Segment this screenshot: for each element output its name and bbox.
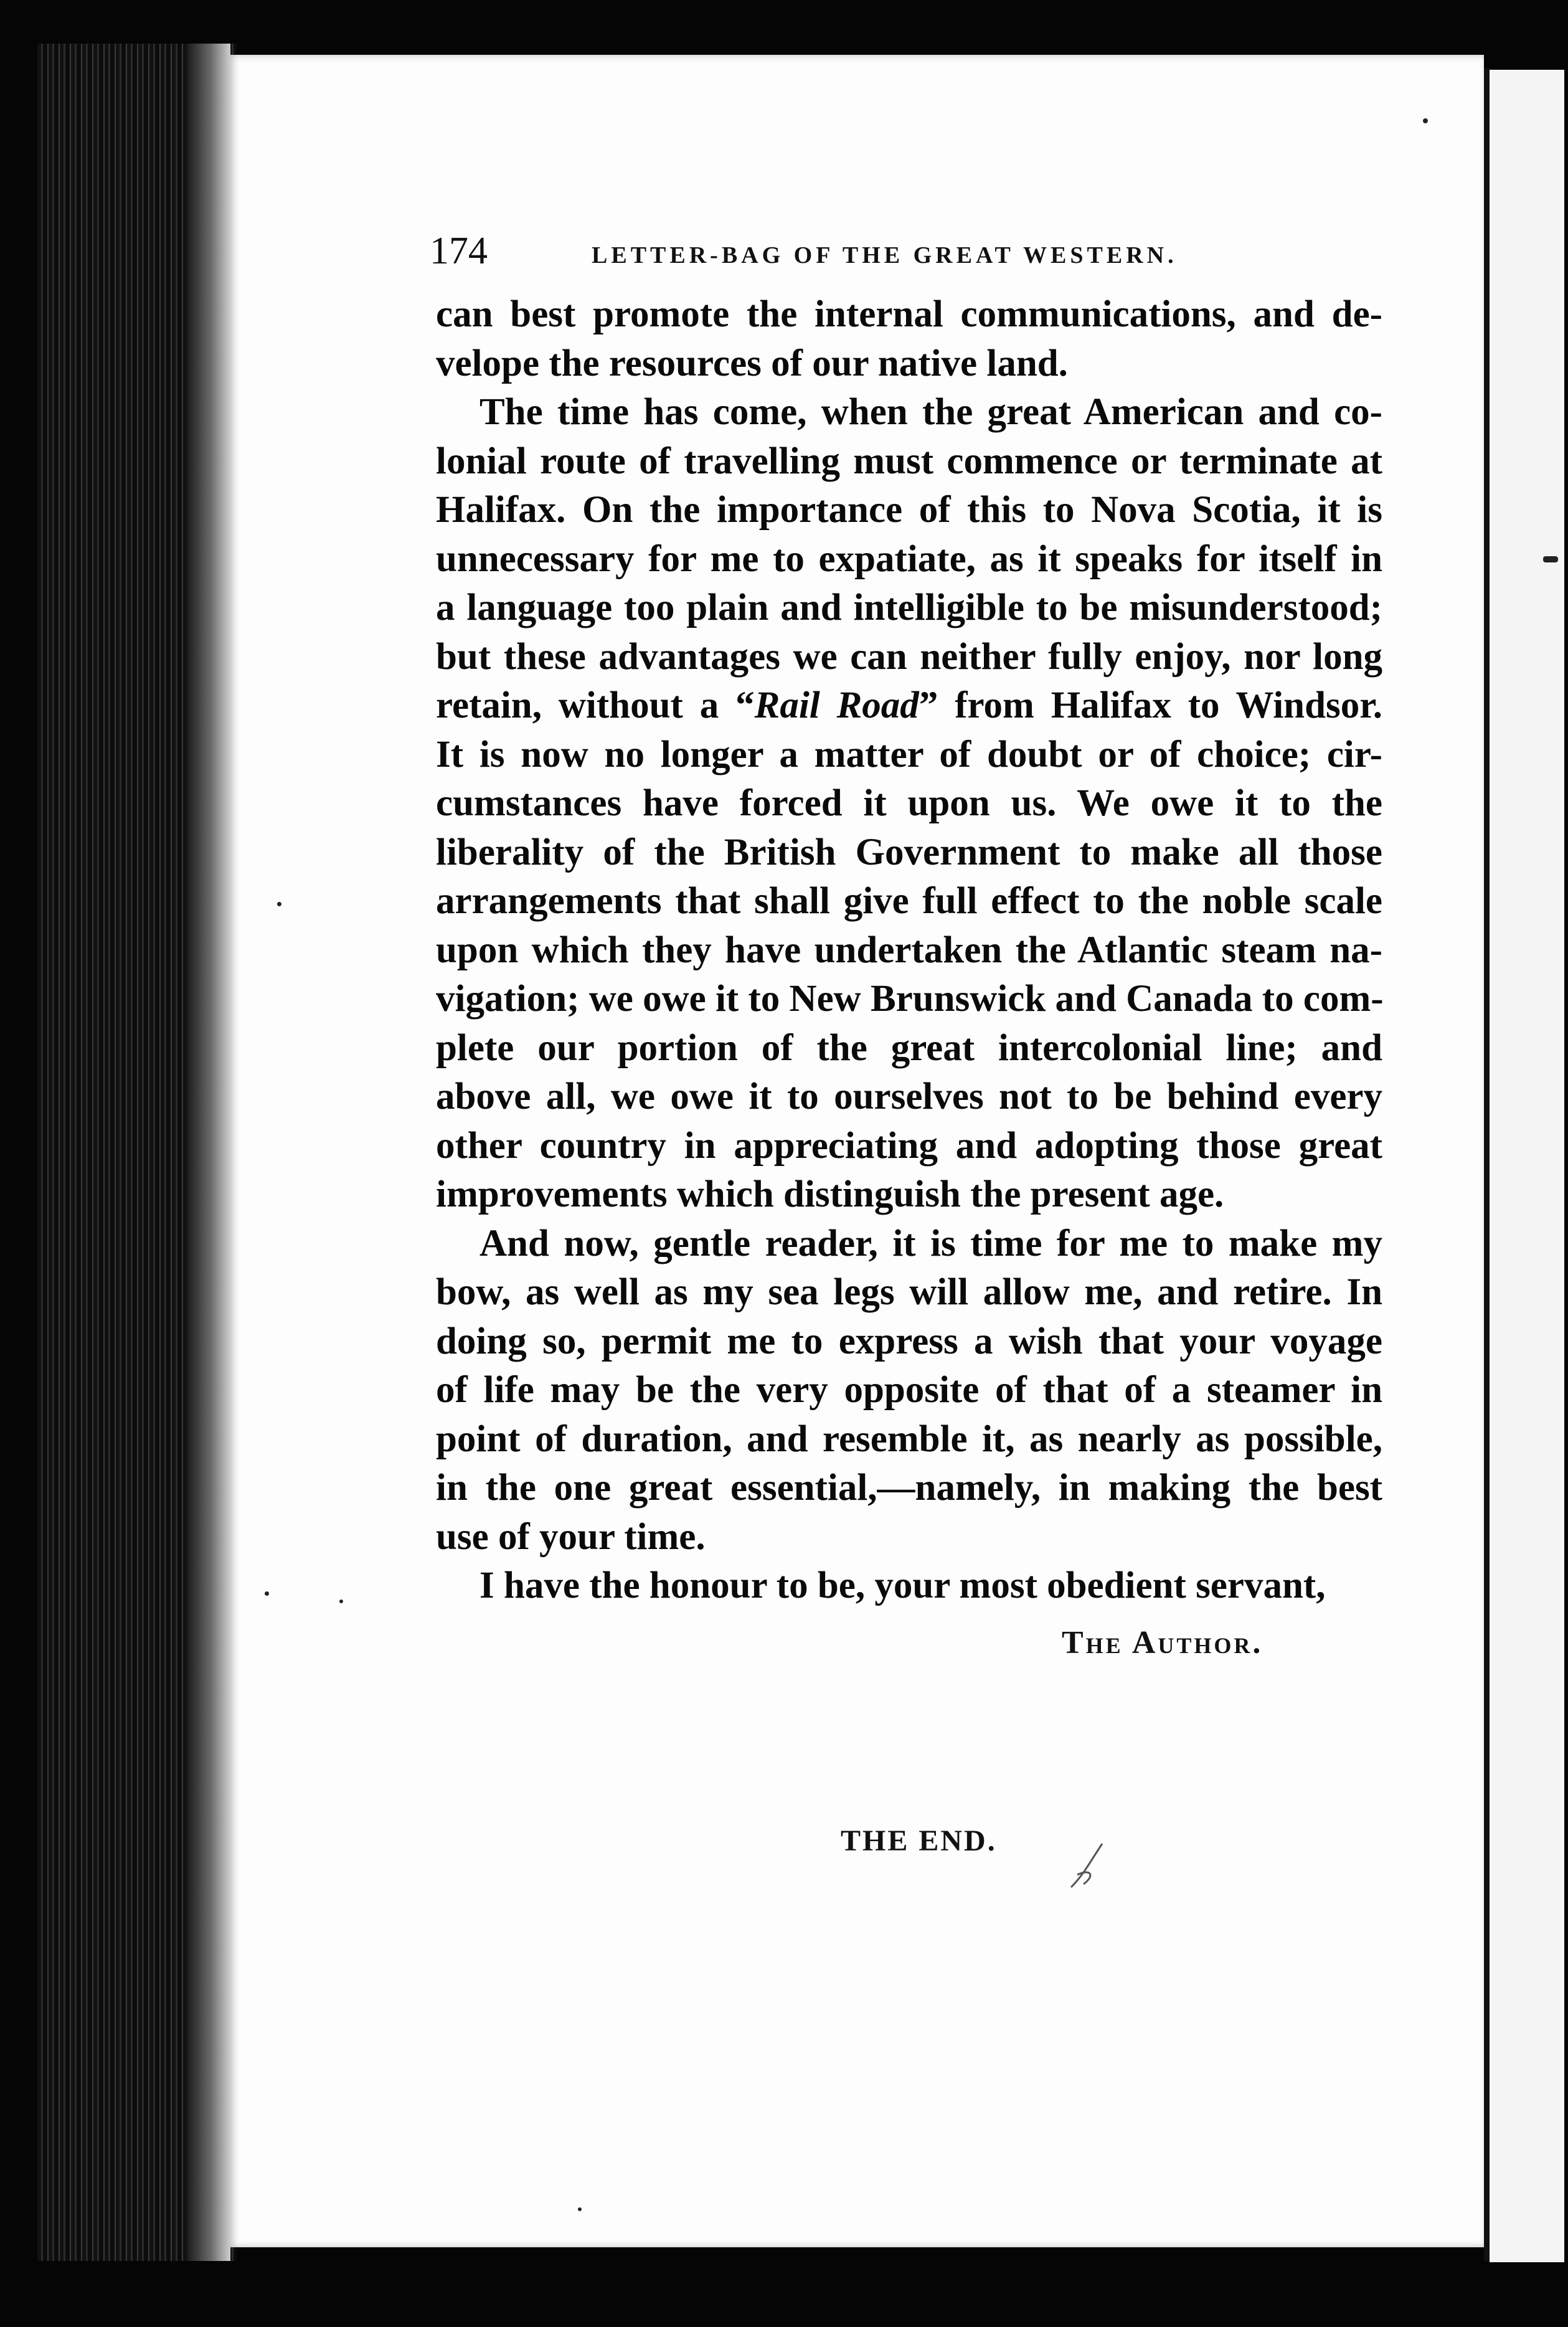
scan-speck bbox=[1543, 556, 1558, 562]
pencil-mark-icon bbox=[1059, 1837, 1115, 1893]
text-line: lonial route of travelling must commence or terminate at bbox=[436, 440, 1382, 482]
book-page-edge bbox=[187, 44, 230, 2261]
scan-speck bbox=[1423, 118, 1428, 123]
text-line: liberality of the British Government to make all those bbox=[436, 831, 1382, 873]
text-line: retain, without a “Rail Road” from Halifax to Windsor. bbox=[436, 685, 1382, 726]
text-line: bow, as well as my sea legs will allow me, and retire. In bbox=[436, 1271, 1382, 1313]
text-line: unnecessary for me to expatiate, as it speaks for itself in bbox=[436, 538, 1382, 580]
text-line: It is now no longer a matter of doubt or of choice; cir- bbox=[436, 733, 1382, 775]
text-line: other country in appreciating and adopting those great bbox=[436, 1124, 1382, 1167]
text-line: but these advantages we can neither fully enjoy, nor long bbox=[436, 635, 1382, 678]
text-line: in the one great essential,—namely, in making the best bbox=[436, 1467, 1382, 1509]
text-line: Halifax. On the importance of this to Nova Scotia, it is bbox=[436, 489, 1382, 531]
body-text bbox=[436, 290, 1382, 1611]
text-line: use of your time. bbox=[436, 1515, 706, 1558]
text-line: above all, we owe it to ourselves not to be behind every bbox=[436, 1076, 1382, 1117]
text-line: I have the honour to be, your most obedient servant, bbox=[479, 1565, 1326, 1606]
end-mark: THE END. bbox=[841, 1824, 997, 1857]
scan-speck bbox=[339, 1600, 343, 1603]
signature: The Author. bbox=[1062, 1625, 1263, 1661]
page-number: 174 bbox=[430, 230, 488, 272]
text-line: upon which they have undertaken the Atlantic steam na- bbox=[436, 929, 1382, 971]
scan-speck bbox=[578, 2207, 582, 2211]
text-line: velope the resources of our native land. bbox=[436, 342, 1068, 384]
scan-speck bbox=[277, 902, 281, 906]
text-line: And now, gentle reader, it is time for me to make my bbox=[479, 1222, 1382, 1264]
text-line: a language too plain and intelligible to be misunderstood; bbox=[436, 587, 1382, 628]
text-line: The time has come, when the great American and co- bbox=[479, 391, 1382, 433]
text-line: plete our portion of the great intercolonial line; and bbox=[436, 1026, 1382, 1069]
facing-page bbox=[1490, 70, 1564, 2262]
text-line: vigation; we owe it to New Brunswick and Canada to com- bbox=[436, 978, 1384, 1020]
running-head-title: LETTER-BAG OF THE GREAT WESTERN. bbox=[592, 242, 1178, 268]
scan-speck bbox=[265, 1591, 269, 1596]
text-line: of life may be the very opposite of that of a steamer in bbox=[436, 1369, 1382, 1411]
text-line: can best promote the internal communications, and de- bbox=[436, 293, 1382, 335]
text-line: cumstances have forced it upon us. We owe it to the bbox=[436, 782, 1382, 824]
text-line: doing so, permit me to express a wish that your voyage bbox=[436, 1320, 1382, 1362]
text-line: point of duration, and resemble it, as nearly as possible, bbox=[436, 1418, 1382, 1460]
text-line: improvements which distinguish the present age. bbox=[436, 1173, 1224, 1215]
text-line: arrangements that shall give full effect to the noble scale bbox=[436, 880, 1382, 922]
